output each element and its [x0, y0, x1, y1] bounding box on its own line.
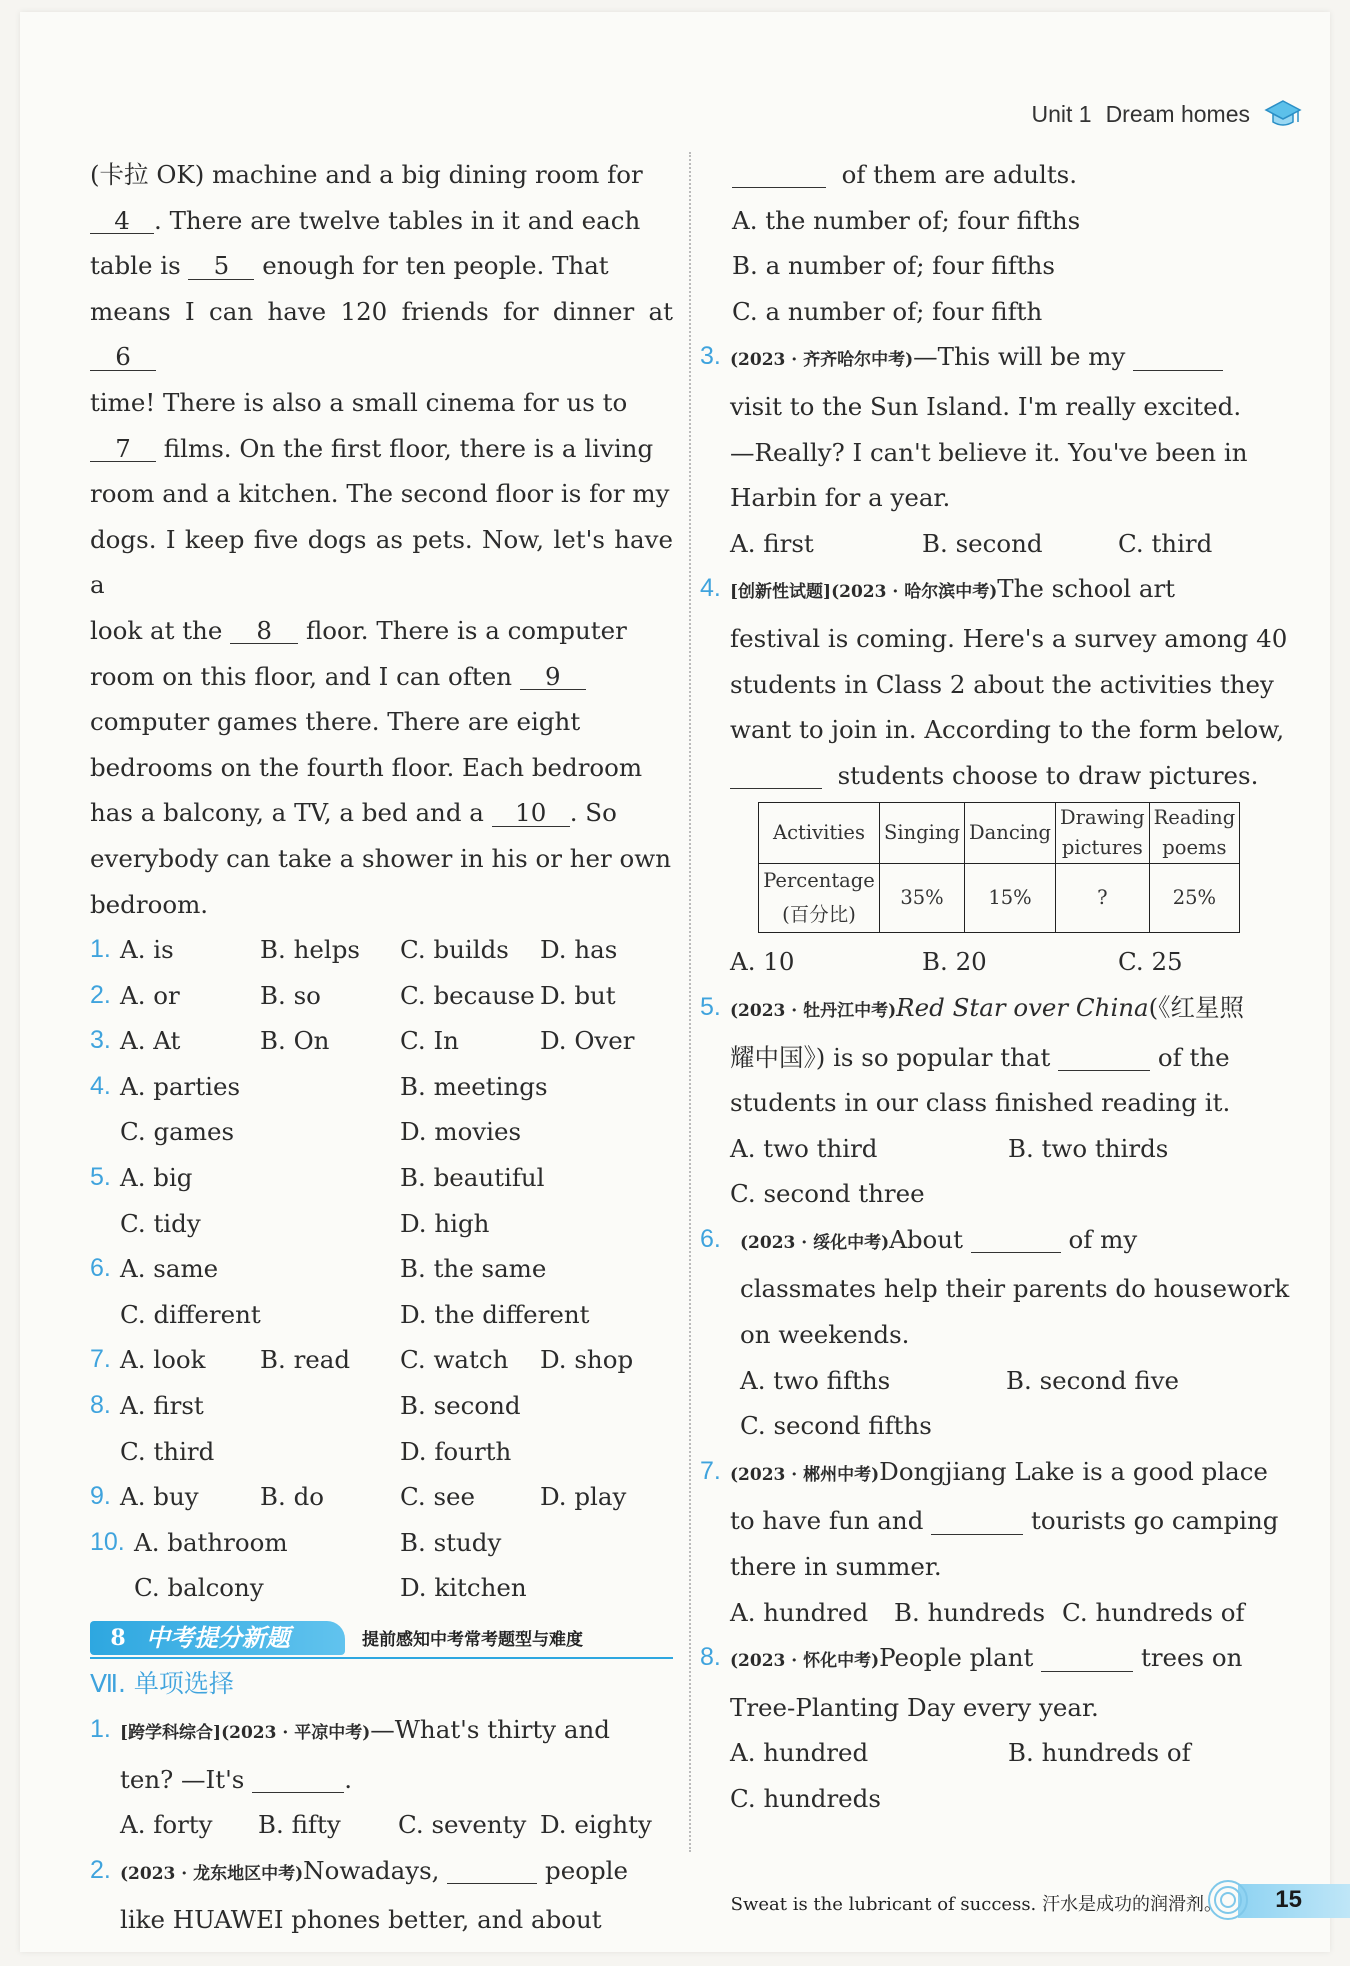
right-column	[700, 152, 1290, 1822]
cloze-question	[90, 1155, 673, 1246]
table-cell: 15%	[965, 864, 1056, 933]
passage-line: 4 . There are twelve tables in it and each	[90, 198, 673, 244]
passage-line: means I can have 120 friends for dinner at 6	[90, 296, 673, 372]
answer-row	[700, 1126, 1290, 1172]
passage-line: time! There is also a small cinema for us to	[90, 387, 628, 417]
banner-underline	[90, 1657, 673, 1659]
option-b[interactable]: B. beautiful	[400, 1163, 545, 1193]
option-b[interactable]: B. a number of; four fifths	[732, 251, 1056, 281]
question-stem: Harbin for a year.	[730, 483, 951, 513]
question-stem: (2023 · 牡丹江中考)Red Star over China(《红星照	[730, 992, 1244, 1022]
question-number: 10.	[90, 1527, 125, 1556]
answer-row	[700, 1730, 1290, 1776]
question-number: 4.	[90, 1071, 111, 1100]
mc-question	[700, 1635, 1290, 1821]
option-c[interactable]: C. builds	[400, 935, 509, 965]
question-number: 3.	[90, 1026, 111, 1055]
question-source: (2023 · 齐齐哈尔中考)	[730, 350, 914, 371]
option-d[interactable]: D. Over	[540, 1026, 635, 1056]
option-c[interactable]: C. In	[400, 1026, 459, 1056]
question-stem: [创新性试题](2023 · 哈尔滨中考)The school art	[730, 574, 1176, 604]
footer-motto: Sweat is the lubricant of success. 汗水是成功的润滑剂。	[730, 1894, 1222, 1915]
question-stem: festival is coming. Here's a survey among 40	[730, 623, 1288, 653]
question-number: 6.	[90, 1254, 111, 1283]
cloze-question	[90, 1246, 673, 1337]
cloze-question	[90, 1474, 673, 1520]
cloze-question	[90, 1018, 673, 1064]
option-b[interactable]: B. 20	[922, 947, 987, 977]
option-c[interactable]: C. see	[400, 1482, 476, 1512]
table-header-cell: Drawing pictures	[1056, 803, 1150, 864]
answer-row	[90, 1802, 673, 1848]
question-stem: (2023 · 怀化中考)People plant trees on	[730, 1643, 1243, 1673]
blank-8[interactable]: 8	[230, 619, 298, 645]
mc-question	[700, 985, 1290, 1217]
mc-question	[700, 1217, 1290, 1449]
question-source: (2023 · 龙东地区中考)	[120, 1863, 304, 1884]
mc-question	[90, 1707, 673, 1848]
mc-question	[700, 1449, 1290, 1635]
option-a[interactable]: A. same	[120, 1254, 219, 1284]
option-b[interactable]: B. helps	[260, 935, 360, 965]
blank-9[interactable]: 9	[520, 665, 586, 691]
question-stem: (2023 · 齐齐哈尔中考)—This will be my	[700, 334, 1290, 384]
question-stem: classmates help their parents do housework	[740, 1274, 1290, 1304]
question-stem: (2023 · 郴州中考)Dongjiang Lake is a good place	[730, 1456, 1268, 1486]
option-a[interactable]: A. buy	[120, 1482, 199, 1512]
page-number: 15	[1275, 1886, 1302, 1913]
cloze-question	[90, 1383, 673, 1474]
option-b[interactable]: B. do	[260, 1482, 325, 1512]
option-a[interactable]: A. big	[120, 1163, 193, 1193]
answer-blank[interactable]	[730, 764, 822, 790]
question-source: (2023 · 绥化中考)	[740, 1232, 890, 1253]
question-stem: Tree-Planting Day every year.	[730, 1692, 1099, 1722]
cloze-options	[90, 927, 673, 1611]
page-header	[1031, 98, 1302, 130]
option-a[interactable]: A. two fifths	[740, 1365, 891, 1395]
passage-line: room on this floor, and I can often 9	[90, 654, 673, 700]
question-number: 9.	[90, 1482, 111, 1511]
question-stem: students in Class 2 about the activities they	[730, 669, 1274, 699]
option-b[interactable]: B. second	[922, 528, 1043, 558]
option-a[interactable]: A. the number of; four fifths	[732, 205, 1081, 235]
option-d[interactable]: D. the different	[400, 1299, 590, 1329]
table-cell: 35%	[880, 864, 965, 933]
question-source: [跨学科综合](2023 · 平凉中考)	[120, 1723, 371, 1743]
answer-blank[interactable]	[1058, 1046, 1150, 1072]
table-row	[759, 803, 1240, 864]
answer-row	[700, 1403, 1290, 1449]
passage-line: (卡拉 OK) machine and a big dining room for	[90, 160, 643, 189]
passage-line: bedroom.	[90, 889, 209, 919]
option-d[interactable]: D. kitchen	[400, 1573, 527, 1603]
answer-row	[700, 1776, 1290, 1822]
question-stem: want to join in. According to the form below,	[730, 715, 1285, 745]
question-number: 2.	[90, 1855, 111, 1884]
question-source: [创新性试题](2023 · 哈尔滨中考)	[730, 582, 998, 603]
book-title: Red Star over China	[896, 992, 1149, 1022]
option-b[interactable]: B. hundreds	[894, 1597, 1046, 1627]
table-cell: 25%	[1149, 864, 1240, 933]
option-a[interactable]: A. first	[730, 528, 814, 558]
table-row	[759, 864, 1240, 933]
question-source: (2023 · 郴州中考)	[730, 1464, 880, 1485]
option-a[interactable]: A. is	[120, 935, 174, 965]
column-divider	[689, 152, 691, 1852]
question-stem: (2023 · 绥化中考)About of my	[740, 1224, 1138, 1254]
question-number: 1.	[90, 1715, 111, 1743]
page-footer	[0, 1880, 1350, 1936]
option-c[interactable]: C. second three	[730, 1179, 925, 1209]
option-c[interactable]: C. because	[400, 980, 535, 1010]
passage-line: computer games there. There are eight	[90, 707, 581, 737]
unit-title: Dream homes	[1105, 100, 1250, 127]
question-stem: students in our class finished reading it.	[730, 1088, 1231, 1118]
question-number: 1.	[90, 935, 111, 964]
question-number: 5.	[90, 1163, 111, 1192]
blank-10[interactable]: 10	[492, 801, 570, 827]
option-b[interactable]: B. meetings	[400, 1071, 548, 1101]
option-c[interactable]: C. tidy	[120, 1208, 201, 1238]
option-c[interactable]: C. second fifths	[740, 1411, 932, 1441]
mc-question-continued	[732, 152, 1290, 334]
question-stem: on weekends.	[740, 1320, 910, 1350]
mc-question	[700, 334, 1290, 566]
option-a[interactable]: A. forty	[120, 1810, 213, 1840]
option-d[interactable]: D. has	[540, 935, 618, 965]
question-number: 4.	[700, 574, 721, 603]
option-b[interactable]: B. read	[260, 1345, 351, 1375]
question-source: (2023 · 怀化中考)	[730, 1651, 880, 1672]
option-c[interactable]: C. a number of; four fifth	[732, 296, 1043, 326]
option-c[interactable]: C. watch	[400, 1345, 509, 1375]
question-number: 3.	[700, 342, 721, 371]
question-stem: 耀中国》) is so popular that of the	[730, 1042, 1230, 1072]
question-number: 7.	[700, 1456, 721, 1485]
banner-title: 中考提分新题	[90, 1621, 345, 1655]
question-number: 6.	[700, 1224, 721, 1253]
table-cell: Percentage (百分比)	[759, 864, 880, 933]
option-a[interactable]: A. first	[120, 1391, 204, 1421]
option-d[interactable]: D. fourth	[400, 1436, 512, 1466]
blank-5[interactable]: 5	[188, 254, 254, 280]
option-d[interactable]: D. play	[540, 1482, 627, 1512]
option-b[interactable]: B. second five	[1006, 1365, 1180, 1395]
passage-line: table is 5 enough for ten people. That	[90, 251, 609, 281]
question-number: 7.	[90, 1345, 111, 1374]
passage-line: dogs. I keep five dogs as pets. Now, let's have a	[90, 524, 673, 600]
answer-blank[interactable]	[252, 1768, 344, 1794]
option-a[interactable]: A. hundred	[730, 1738, 869, 1768]
blank-4[interactable]: 4	[90, 209, 154, 235]
spiral-icon	[1206, 1878, 1250, 1922]
option-b[interactable]: B. the same	[400, 1254, 547, 1284]
blank-6[interactable]: 6	[90, 345, 156, 371]
option-b[interactable]: B. two thirds	[1008, 1133, 1169, 1163]
cloze-question	[90, 927, 673, 973]
section-title: Ⅶ. 单项选择	[90, 1669, 234, 1698]
option-c[interactable]: C. seventy	[398, 1810, 527, 1840]
question-number: 5.	[700, 992, 721, 1021]
option-b[interactable]: B. hundreds of	[1008, 1738, 1191, 1768]
banner-subtitle: 提前感知中考常考题型与难度	[362, 1630, 583, 1650]
option-b[interactable]: B. On	[260, 1026, 330, 1056]
question-stem: to have fun and tourists go camping	[730, 1506, 1279, 1536]
option-d[interactable]: D. but	[540, 980, 616, 1010]
left-column	[90, 152, 673, 1943]
reading-passage	[90, 152, 673, 927]
option-a[interactable]: A. or	[120, 980, 180, 1010]
question-stem: there in summer.	[730, 1552, 942, 1582]
question-stem: visit to the Sun Island. I'm really excited.	[730, 391, 1242, 421]
option-a[interactable]: A. look	[120, 1345, 206, 1375]
cloze-question	[90, 1064, 673, 1155]
passage-line: bedrooms on the fourth floor. Each bedroom	[90, 752, 643, 782]
question-stem: ten? —It's .	[120, 1764, 352, 1794]
option-a[interactable]: A. two third	[730, 1133, 878, 1163]
option-b[interactable]: B. so	[260, 980, 321, 1010]
option-d[interactable]: D. shop	[540, 1345, 634, 1375]
question-number: 8.	[90, 1391, 111, 1420]
answer-row	[700, 1358, 1290, 1404]
table-header-cell: Activities	[759, 803, 880, 864]
question-stem: of them are adults.	[732, 152, 1290, 198]
table-header-cell: Dancing	[965, 803, 1056, 864]
question-number: 8.	[700, 1643, 721, 1672]
number-badge-icon: 8	[110, 1625, 126, 1651]
option-c[interactable]: C. balcony	[134, 1573, 264, 1603]
option-d[interactable]: D. high	[400, 1208, 490, 1238]
mc-question	[700, 566, 1290, 985]
passage-line: 7 films. On the first floor, there is a living	[90, 426, 673, 472]
survey-table	[758, 802, 1240, 933]
section-banner	[90, 1617, 673, 1661]
table-header-cell: Reading poems	[1149, 803, 1240, 864]
answer-row	[700, 521, 1290, 567]
passage-line: has a balcony, a TV, a bed and a 10 . So	[90, 798, 617, 828]
option-c[interactable]: C. 25	[1118, 947, 1183, 977]
question-stem: like HUAWEI phones better, and about	[120, 1905, 602, 1935]
answer-row	[700, 1171, 1290, 1217]
graduation-cap-icon	[1264, 98, 1302, 130]
cloze-question	[90, 973, 673, 1019]
answer-row	[700, 1590, 1290, 1636]
passage-line: everybody can take a shower in his or her own	[90, 843, 671, 873]
unit-label: Unit 1	[1031, 100, 1092, 127]
passage-line: room and a kitchen. The second floor is for my	[90, 479, 670, 509]
question-stem: [跨学科综合](2023 · 平凉中考)—What's thirty and	[120, 1715, 610, 1744]
option-c[interactable]: C. third	[120, 1436, 215, 1466]
answer-blank[interactable]	[931, 1509, 1023, 1535]
question-stem: (2023 · 龙东地区中考)Nowadays, people	[120, 1855, 628, 1885]
option-a[interactable]: A. 10	[730, 947, 795, 977]
option-d[interactable]: D. movies	[400, 1117, 522, 1147]
answer-blank[interactable]	[732, 162, 826, 188]
table-cell: ?	[1056, 864, 1150, 933]
option-b[interactable]: B. study	[400, 1527, 502, 1557]
answer-row	[700, 939, 1290, 985]
option-a[interactable]: A. bathroom	[134, 1527, 288, 1557]
question-stem: —Really? I can't believe it. You've been in	[730, 437, 1248, 467]
answer-blank[interactable]	[971, 1228, 1061, 1254]
option-a[interactable]: A. parties	[120, 1071, 241, 1101]
blank-7[interactable]: 7	[90, 437, 156, 463]
option-b[interactable]: B. second	[400, 1391, 521, 1421]
option-a[interactable]: A. At	[120, 1026, 181, 1056]
table-header-cell: Singing	[880, 803, 965, 864]
option-a[interactable]: A. hundred	[730, 1597, 869, 1627]
option-d[interactable]: D. eighty	[540, 1810, 652, 1840]
option-c[interactable]: C. different	[120, 1299, 261, 1329]
option-c[interactable]: C. hundreds	[730, 1784, 881, 1813]
option-c[interactable]: C. games	[120, 1117, 235, 1147]
answer-blank[interactable]	[1133, 345, 1223, 371]
cloze-question	[90, 1520, 673, 1611]
question-source: (2023 · 牡丹江中考)	[730, 1000, 897, 1021]
option-c[interactable]: C. hundreds of	[1062, 1597, 1245, 1627]
question-number: 2.	[90, 980, 111, 1009]
passage-line: look at the 8 floor. There is a computer	[90, 615, 627, 645]
answer-blank[interactable]	[1041, 1646, 1133, 1672]
question-stem: students choose to draw pictures.	[700, 753, 1290, 799]
option-b[interactable]: B. fifty	[258, 1810, 341, 1840]
option-c[interactable]: C. third	[1118, 528, 1213, 558]
cloze-question	[90, 1337, 673, 1383]
